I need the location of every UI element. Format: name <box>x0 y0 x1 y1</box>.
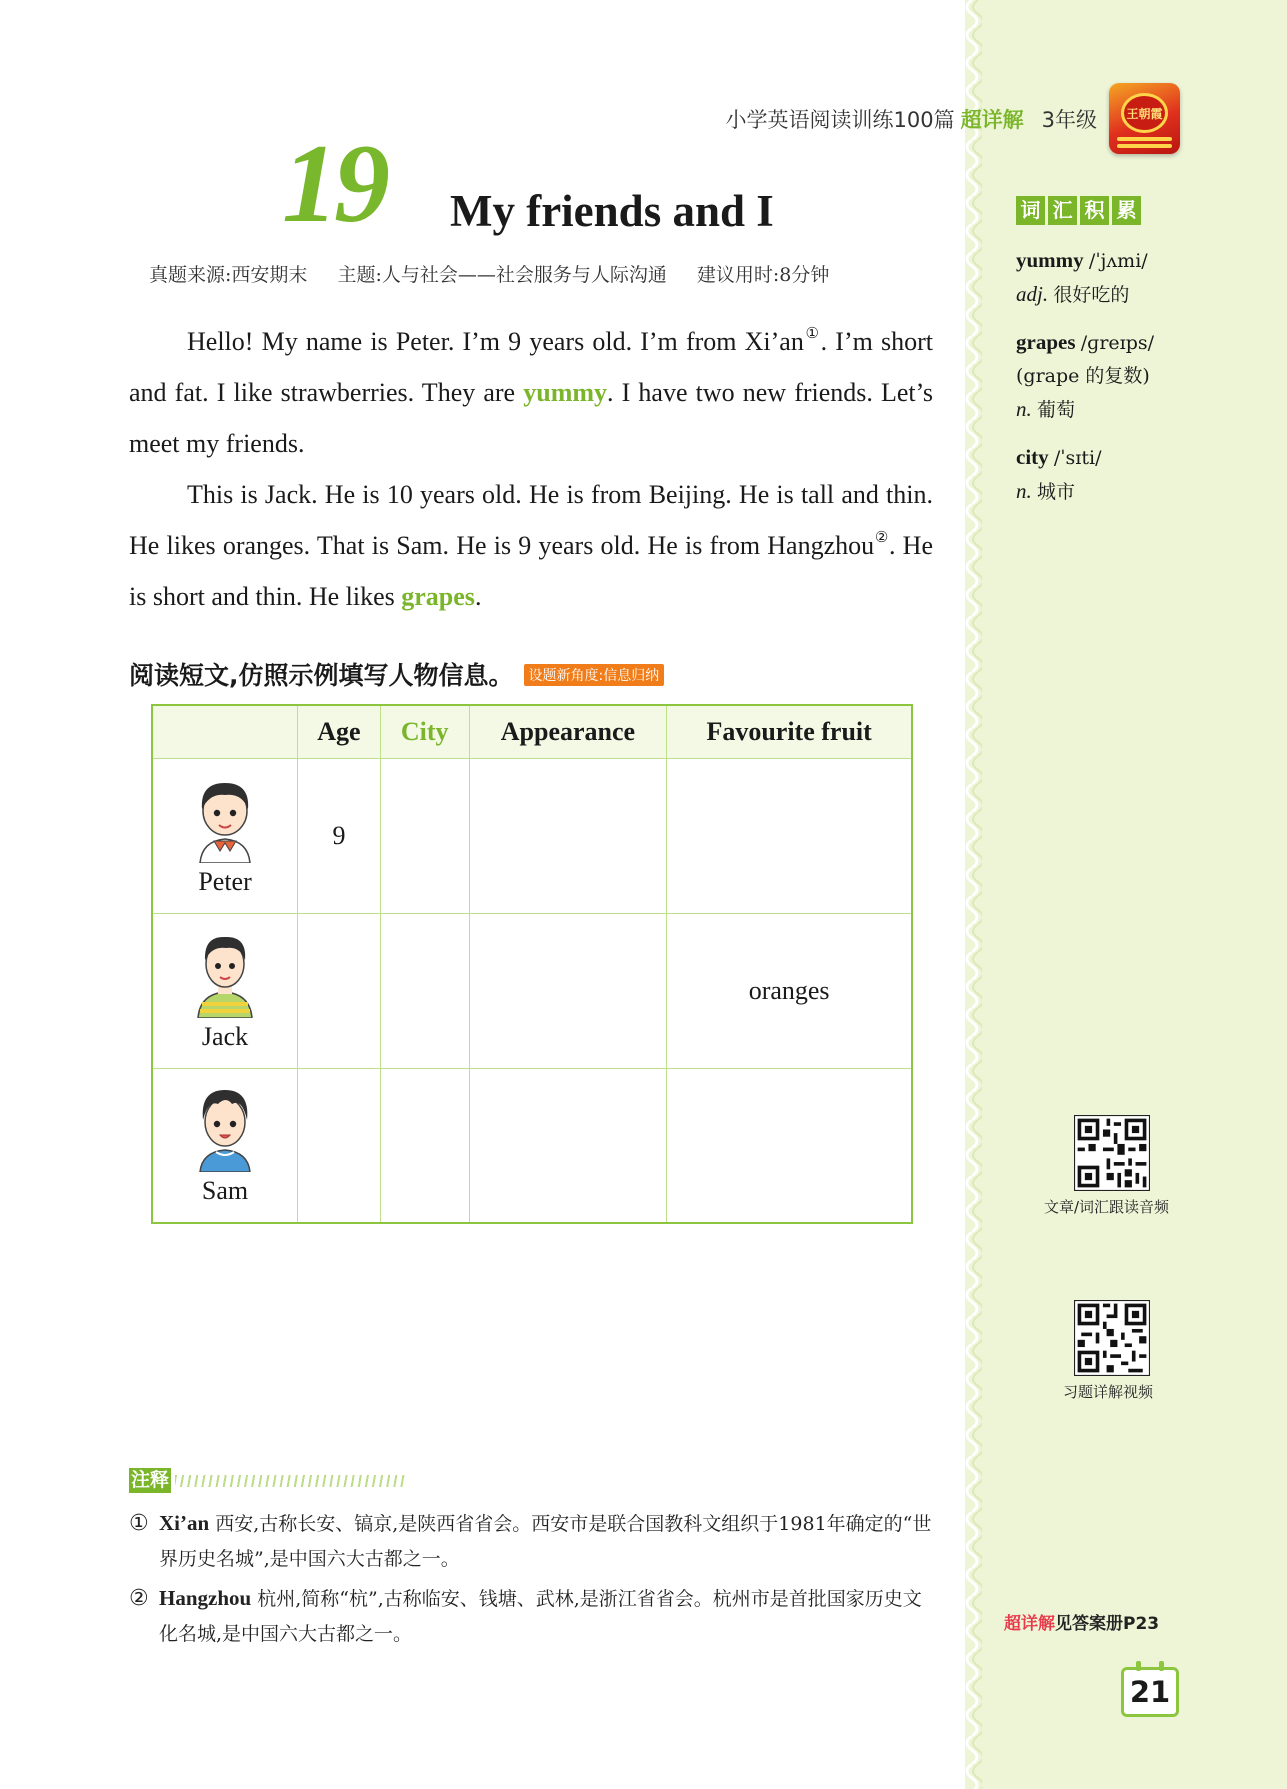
audio-qr-label: 文章/词汇跟读音频 <box>1044 1198 1170 1216</box>
meta-time: 建议用时:8分钟 <box>696 264 830 286</box>
table-row <box>152 758 912 913</box>
note-item: ② Hangzhou 杭州,简称“杭”,古称临安、钱塘、武林,是浙江省省会。杭州市是首批国家历史文化名城,是中国六大古都之一。 <box>129 1586 922 1645</box>
grade-label: 3年级 <box>1041 108 1097 132</box>
appearance-cell[interactable] <box>469 913 667 1068</box>
reading-passage <box>129 316 933 622</box>
book-highlight: 超详解 <box>960 108 1024 132</box>
vocab-heading: 词 汇 积 累 <box>1016 196 1141 225</box>
book-title: 小学英语阅读训练100篇 <box>725 108 955 132</box>
notes-heading: 注释 <box>129 1468 405 1493</box>
footnote-ref-2[interactable]: ② <box>874 530 889 546</box>
lesson-title: My friends and I <box>450 186 774 236</box>
vocab-item-city: city /ˈsɪti/ n. 城市 <box>1016 445 1102 503</box>
meta-source: 真题来源:西安期末 <box>149 264 308 286</box>
city-cell[interactable] <box>380 1068 469 1223</box>
passage-paragraph-1: Hello! My name is Peter. I’m 9 years old. I’m from Xi’an①. I’m short and fat. I like strawberries. They are yummy. I have two new friends. Let’s meet my friends. <box>129 326 934 458</box>
answer-reference: 超详解见答案册P23 <box>1004 1614 1160 1634</box>
table-header-city: City <box>380 705 469 758</box>
table-header-age: Age <box>298 705 381 758</box>
info-table <box>151 704 913 1224</box>
age-cell[interactable] <box>298 1068 381 1223</box>
task-badge: 设题新角度:信息归纳 <box>524 664 665 686</box>
sidebar-wave-edge <box>958 0 982 1789</box>
page-number: 21 <box>1121 1667 1179 1717</box>
audio-qr-code-icon[interactable] <box>1074 1115 1150 1191</box>
appearance-cell[interactable] <box>469 758 667 913</box>
lesson-meta <box>149 260 853 287</box>
fruit-cell[interactable] <box>667 1068 912 1223</box>
vocab-item-grapes: grapes /ɡreɪps/ (grape 的复数) n. 葡萄 <box>1016 330 1155 421</box>
table-row <box>152 913 912 1068</box>
vocab-word-grapes: grapes <box>401 582 475 611</box>
person-cell <box>152 913 298 1068</box>
person-cell <box>152 758 298 913</box>
person-name: Peter <box>198 866 252 896</box>
book-header <box>726 104 1097 134</box>
publisher-logo <box>1109 83 1180 154</box>
note-item: ① Xi’an 西安,古称长安、镐京,是陕西省省会。西安市是联合国教科文组织于1981年确定的“世界历史名城”,是中国六大古都之一。 <box>129 1511 932 1570</box>
table-row <box>152 1068 912 1223</box>
person-name: Jack <box>201 1021 249 1051</box>
task-instruction: 阅读短文,仿照示例填写人物信息。 设题新角度:信息归纳 <box>129 656 664 692</box>
sam-avatar-icon <box>192 1084 258 1172</box>
fruit-cell[interactable]: oranges <box>667 913 912 1068</box>
vocab-item-yummy: yummy /ˈjʌmi/ adj. 很好吃的 <box>1016 248 1148 306</box>
jack-avatar-icon <box>192 930 258 1018</box>
age-cell[interactable] <box>298 913 381 1068</box>
city-cell[interactable] <box>380 913 469 1068</box>
peter-avatar-icon <box>192 775 258 863</box>
logo-text: 王朝霞 <box>1126 107 1163 121</box>
table-header-appearance: Appearance <box>469 705 667 758</box>
lesson-number: 19 <box>282 122 386 246</box>
video-qr-code-icon[interactable] <box>1074 1300 1150 1376</box>
table-header-fruit: Favourite fruit <box>667 705 912 758</box>
city-cell[interactable] <box>380 758 469 913</box>
fruit-cell[interactable] <box>667 758 912 913</box>
vocab-list <box>1016 244 1256 523</box>
notes-list <box>129 1506 939 1656</box>
video-qr-label: 习题详解视频 <box>1063 1383 1154 1401</box>
appearance-cell[interactable] <box>469 1068 667 1223</box>
table-header-row <box>152 705 912 758</box>
person-name: Sam <box>201 1176 249 1206</box>
footnote-ref-1[interactable]: ① <box>803 326 821 342</box>
passage-paragraph-2: This is Jack. He is 10 years old. He is from Beijing. He is tall and thin. He likes oranges. That is Sam. He is 9 years old. He is from Hangzhou②. He is short and thin. He likes grapes. <box>129 480 934 611</box>
person-cell <box>152 1068 298 1223</box>
age-cell[interactable]: 9 <box>298 758 381 913</box>
table-header-blank <box>152 705 298 758</box>
vocab-word-yummy: yummy <box>523 378 608 407</box>
meta-theme: 主题:人与社会——社会服务与人际沟通 <box>337 264 667 286</box>
